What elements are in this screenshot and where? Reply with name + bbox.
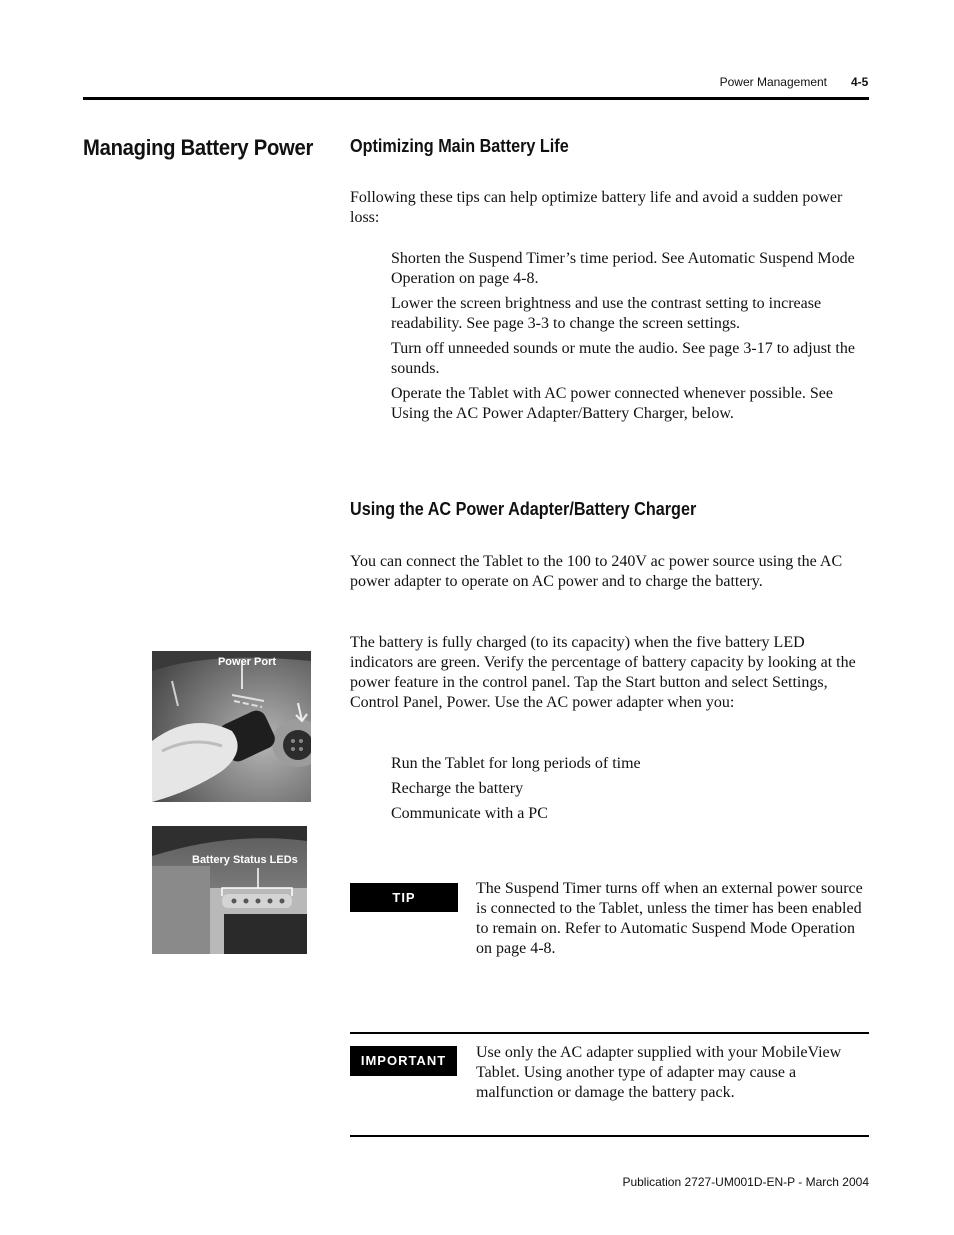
list-item: Operate the Tablet with AC power connected whenever possible. See Using the AC Power Adapter/Battery Charger, below.	[391, 385, 833, 422]
important-bottom-rule	[350, 1135, 869, 1137]
power-port-photo	[152, 651, 311, 802]
optimizing-tips-list	[391, 249, 871, 429]
list-item: Communicate with a PC	[391, 805, 548, 822]
running-header-section: Power Management	[719, 75, 827, 89]
list-item: Turn off unneeded sounds or mute the audio. See page 3-17 to adjust the sounds.	[391, 340, 855, 377]
power-port-illustration	[152, 651, 311, 802]
list-item: Run the Tablet for long periods of time	[391, 755, 641, 772]
optimizing-intro: Following these tips can help optimize battery life and avoid a sudden power loss:	[350, 189, 843, 226]
list-item: Lower the screen brightness and use the contrast setting to increase readability. See page 3-3 to change the screen settings.	[391, 295, 822, 332]
heading-ac-power-adapter: Using the AC Power Adapter/Battery Charger	[350, 499, 697, 519]
important-top-rule	[350, 1032, 869, 1034]
page-number: 4-5	[851, 75, 869, 89]
ac-adapter-paragraph-1: You can connect the Tablet to the 100 to 240V ac power source using the AC power adapter to operate on AC power and to charge the battery.	[350, 553, 843, 590]
tip-label: TIP	[350, 883, 458, 912]
battery-leds-photo	[152, 826, 307, 954]
tip-text: The Suspend Timer turns off when an external power source is connected to the Tablet, unless the timer has been enabled to remain on. Refer to Automatic Suspend Mode Operation on page 4-8.	[476, 880, 863, 957]
ac-adapter-uses-list	[391, 754, 871, 829]
important-text: Use only the AC adapter supplied with your MobileView Tablet. Using another type of adapter may cause a malfunction or damage the battery pack.	[476, 1044, 842, 1101]
ac-adapter-paragraph-2: The battery is fully charged (to its capacity) when the five battery LED indicators are green. Verify the percentage of battery capacity by looking at the power feature in the control panel. Tap the Start button and select Settings, Control Panel, Power. Use the AC power adapter when you:	[350, 634, 856, 711]
power-port-label: Power Port	[217, 656, 277, 668]
heading-optimizing-battery-life: Optimizing Main Battery Life	[350, 136, 569, 156]
list-item: Recharge the battery	[391, 780, 524, 797]
publication-footer: Publication 2727-UM001D-EN-P - March 2004	[622, 1175, 869, 1189]
battery-leds-illustration	[152, 826, 307, 954]
battery-leds-label: Battery Status LEDs	[192, 854, 298, 866]
header-rule	[83, 97, 869, 100]
important-label: IMPORTANT	[350, 1046, 457, 1076]
section-title: Managing Battery Power	[83, 135, 314, 160]
list-item: Shorten the Suspend Timer’s time period. See Automatic Suspend Mode Operation on page 4-8.	[391, 250, 855, 287]
